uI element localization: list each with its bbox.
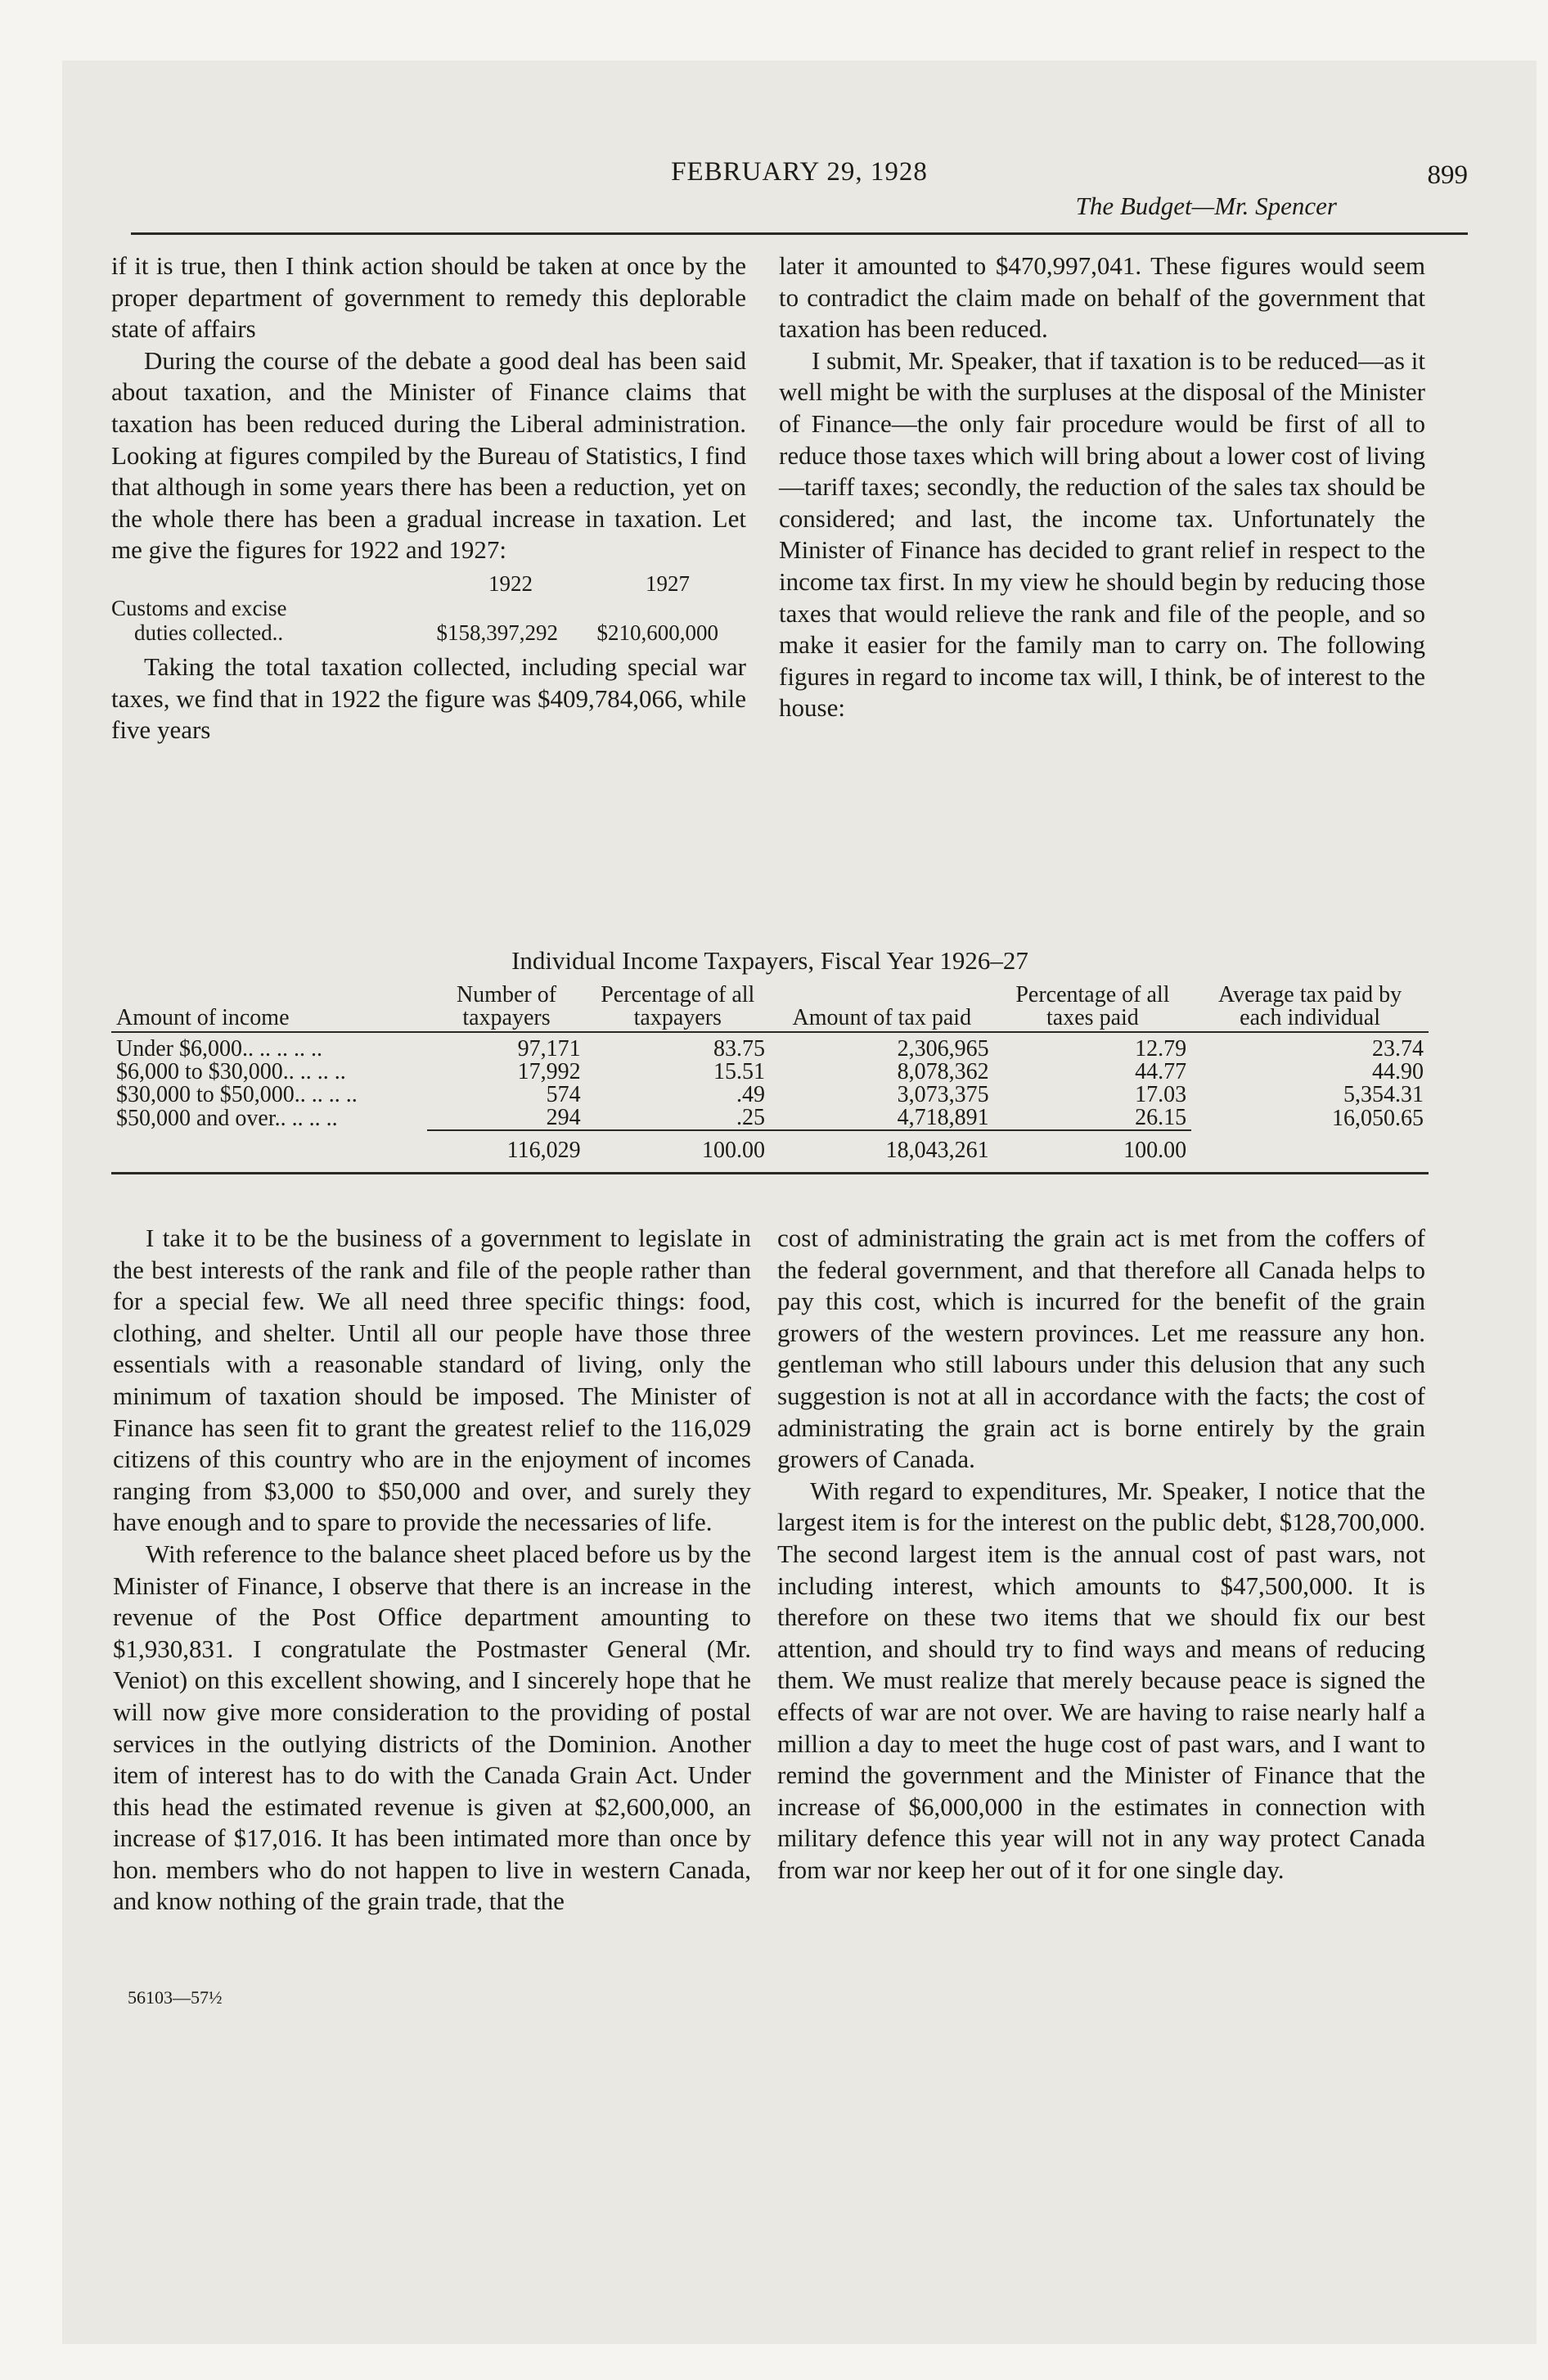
cell-amount: $50,000 and over.. .. .. .. (116, 1105, 338, 1131)
cell-pct-taxpayers: .25 (736, 1105, 765, 1130)
cell-avg: 23.74 (1372, 1036, 1424, 1062)
customs-table (111, 571, 746, 645)
column-bottom-right (777, 1223, 1425, 1886)
cell-pct-tax: 17.03 (1135, 1082, 1187, 1107)
cell-pct-tax: 44.77 (1135, 1059, 1187, 1084)
cell-avg: 16,050.65 (1332, 1105, 1424, 1131)
customs-value-1927: $210,600,000 (596, 620, 718, 645)
cell-avg: 5,354.31 (1343, 1082, 1424, 1107)
table-row (111, 1084, 1429, 1107)
year-1922: 1922 (488, 570, 533, 596)
paragraph: I take it to be the business of a government to legislate in the best interests of the rank and file of the people rather than for a special few. We all need three specific things: food, clothing, and shelter. Until all our people have those three essentials with a reasonable standard of living, only the minimum of taxation should be imposed. The Minister of Finance has seen fit to grant the greatest relief to the 116,029 citizens of this country who are in the enjoyment of incomes ranging from $3,000 to $50,000 and over, and surely they have enough and to spare to provide the necessaries of life. (113, 1224, 751, 1537)
document-sheet (62, 61, 1537, 2344)
table-header-row (111, 984, 1429, 1032)
cell-tax-paid: 8,078,362 (897, 1059, 989, 1084)
paragraph: With reference to the balance sheet placed before us by the Minister of Finance, I observe that there is an increase in the revenue of the Post Office department amounting to $1,930,831. I congratulate the Postmaster General (Mr. Veniot) on this excellent showing, and I sincerely hope that he will now give more consideration to the providing of postal services in the outlying districts of the Dominion. Another item of interest has to do with the Canada Grain Act. Under this head the estimated revenue is given at $2,600,000, an increase of $17,016. It has been intimated more than once by hon. members who do not happen to live in western Canada, and know nothing of the grain trade, that the (113, 1539, 751, 1916)
cell-number: 574 (546, 1082, 581, 1107)
paragraph: I submit, Mr. Speaker, that if taxation is to be reduced—as it well might be with the surpluses at the disposal of the Minister of Finance—the only fair procedure would be first of all to reduce those taxes which will bring about a lower cost of living—tariff taxes; secondly, the reduction of the sales tax should be considered; and last, the income tax. Unfortunately the Minister of Finance has decided to grant relief in respect to the income tax first. In my view he should begin by reducing those taxes that would relieve the rank and file of the people, and so make it easier for the family man to carry on. The following figures in regard to income tax will, I think, be of interest to the house: (779, 345, 1425, 723)
table-row (111, 1032, 1429, 1061)
paragraph: During the course of the debate a good deal has been said about taxation, and the Minister of Finance claims that taxation has been reduced during the Liberal administration. Looking at figures compiled by the Bureau of Statistics, I find that although in some years there has been a reduction, yet on the whole there has been a gradual increase in taxation. Let me give the figures for 1922 and 1927: (111, 345, 746, 565)
table-row (111, 1107, 1429, 1130)
cell-amount: $6,000 to $30,000.. .. .. .. (116, 1059, 346, 1084)
customs-label-line1: Customs and excise (111, 595, 287, 620)
paragraph: Taking the total taxation collected, including special war taxes, we find that in 1922 the figure was $409,784,066, while five years (111, 651, 746, 745)
cell-avg: 44.90 (1372, 1059, 1424, 1084)
customs-year-header (111, 571, 746, 596)
col-header-pct-tax: Percentage of all taxes paid (994, 984, 1192, 1032)
income-taxpayers-table (111, 984, 1429, 1162)
customs-value-1922: $158,397,292 (436, 620, 558, 645)
table-total-row (111, 1130, 1429, 1162)
cell-amount: $30,000 to $50,000.. .. .. .. (116, 1082, 358, 1107)
total-number: 116,029 (427, 1130, 585, 1162)
paragraph: if it is true, then I think action should be taken at once by the proper department of government to remedy this deplorable state of affairs (111, 251, 746, 344)
column-top-right (779, 250, 1425, 724)
customs-label-line2: duties collected.. (134, 620, 284, 645)
cell-pct-tax: 12.79 (1135, 1036, 1187, 1062)
paragraph: later it amounted to $470,997,041. These figures would seem to contradict the claim made on behalf of the government that taxation has been reduced. (779, 251, 1425, 344)
income-table-title: Individual Income Taxpayers, Fiscal Year 1926–27 (511, 946, 1028, 975)
page-number: 899 (1427, 160, 1468, 190)
header-subtitle: The Budget—Mr. Spencer (1075, 192, 1337, 220)
column-bottom-left (113, 1223, 751, 1918)
cell-number: 294 (546, 1105, 581, 1130)
income-taxpayers-table-section (111, 946, 1429, 1174)
header-rule (131, 232, 1468, 235)
cell-amount: Under $6,000.. .. .. .. .. (116, 1036, 322, 1062)
col-header-avg: Average tax paid by each individual (1191, 984, 1429, 1032)
table-bottom-rule (111, 1172, 1429, 1174)
paragraph: cost of administrating the grain act is met from the coffers of the federal government, and that therefore all Canada helps to pay this cost, which is incurred for the benefit of the grain growers of the western provinces. Let me reassure any hon. gentleman who still labours under this delusion that any such suggestion is not at all in accordance with the facts; the cost of administrating the grain act is borne entirely by the grain growers of Canada. (777, 1224, 1425, 1474)
cell-pct-taxpayers: 15.51 (713, 1059, 765, 1084)
col-header-pct-taxpayers: Percentage of all taxpayers (586, 984, 770, 1032)
col-header-tax-paid: Amount of tax paid (770, 984, 994, 1032)
cell-tax-paid: 2,306,965 (897, 1036, 989, 1062)
column-top-left (111, 250, 746, 746)
cell-tax-paid: 3,073,375 (897, 1082, 989, 1107)
header-date: FEBRUARY 29, 1928 (671, 157, 928, 187)
cell-number: 17,992 (517, 1059, 581, 1084)
total-pct-tax: 100.00 (994, 1130, 1192, 1162)
year-1927: 1927 (646, 570, 690, 596)
cell-pct-taxpayers: .49 (736, 1082, 765, 1107)
cell-number: 97,171 (517, 1036, 581, 1062)
cell-pct-taxpayers: 83.75 (713, 1036, 765, 1062)
col-header-amount: Amount of income (111, 984, 427, 1032)
total-tax-paid: 18,043,261 (770, 1130, 994, 1162)
customs-row (111, 620, 746, 645)
paragraph: With regard to expenditures, Mr. Speaker, I notice that the largest item is for the interest on the public debt, $128,700,000. The second largest item is the annual cost of past wars, not including interest, which amounts to $47,500,000. It is therefore on these two items that we should fix our best attention, and should try to find ways and means of reducing them. We must realize that merely because peace is signed the effects of war are not over. We are having to raise nearly half a million a day to meet the huge cost of past wars, and I want to remind the government and the Minister of Finance that the increase of $6,000,000 in the estimates in connection with military defence this year will not in any way protect Canada from war nor keep her out of it for one single day. (777, 1476, 1425, 1884)
total-pct-taxpayers: 100.00 (586, 1130, 770, 1162)
footnote-code: 56103—57½ (128, 1987, 223, 2008)
col-header-number: Number of taxpayers (427, 984, 585, 1032)
cell-pct-tax: 26.15 (1135, 1105, 1187, 1130)
table-row (111, 1061, 1429, 1084)
cell-tax-paid: 4,718,891 (897, 1105, 989, 1130)
